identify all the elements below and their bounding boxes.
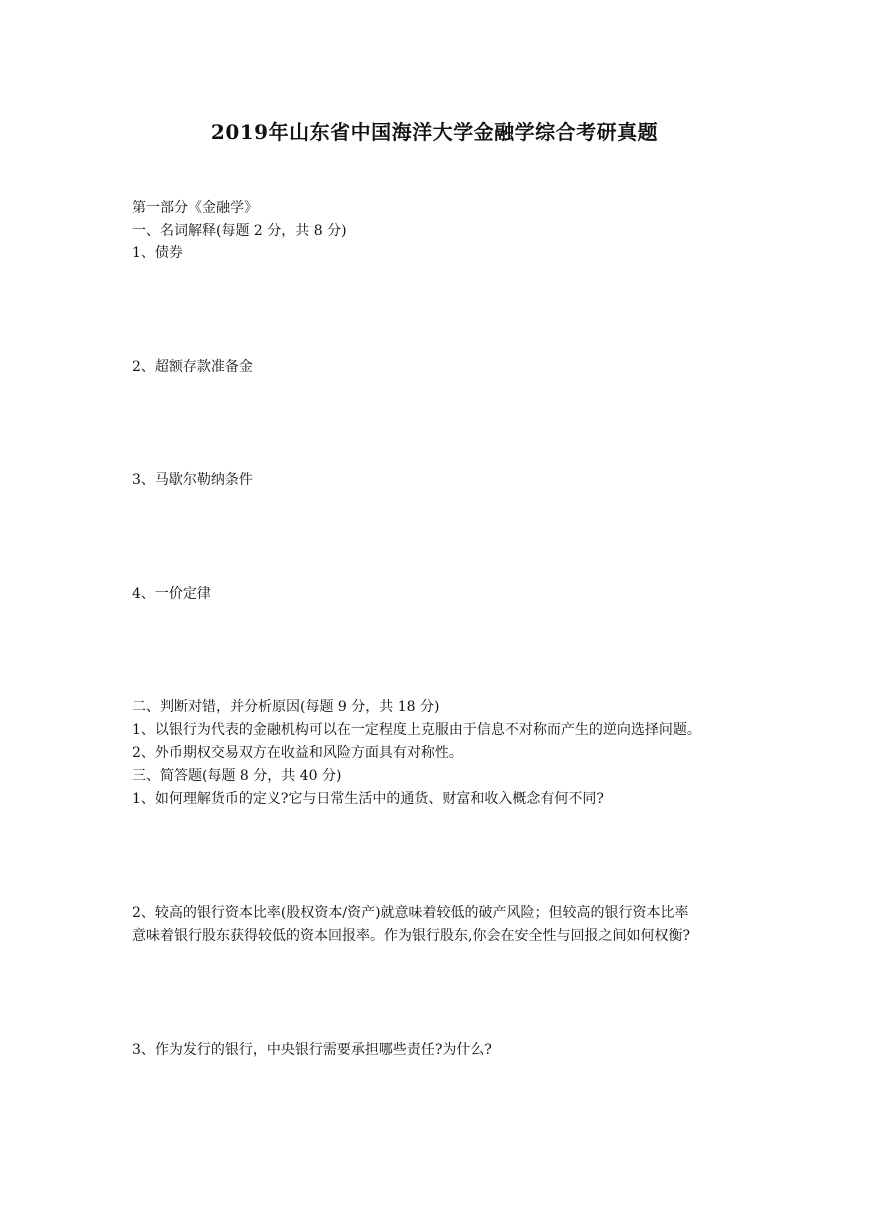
short-answer-item-2-line-2: 意味着银行股东获得较低的资本回报率。作为银行股东,你会在安全性与回报之间如何权衡? [132,928,690,944]
judge-item-1: 1、以银行为代表的金融机构可以在一定程度上克服由于信息不对称而产生的逆向选择问题。 [132,722,701,738]
term-item-4: 4、一价定律 [132,586,211,602]
section3-heading: 三、简答题(每题 8 分，共 40 分) [132,768,342,784]
document-title: 2019年山东省中国海洋大学金融学综合考研真题 [210,120,659,144]
part-label: 第一部分《金融学》 [132,200,258,216]
short-answer-item-1: 1、如何理解货币的定义?它与日常生活中的通货、财富和收入概念有何不同? [132,791,604,807]
term-item-1: 1、债券 [132,245,183,261]
short-answer-item-3: 3、作为发行的银行，中央银行需要承担哪些责任?为什么? [132,1042,492,1058]
judge-item-2: 2、外币期权交易双方在收益和风险方面具有对称性。 [132,745,463,761]
short-answer-item-2-line-1: 2、较高的银行资本比率(股权资本/资产)就意味着较低的破产风险；但较高的银行资本比率 [132,905,689,921]
section2-heading: 二、判断对错，并分析原因(每题 9 分，共 18 分) [132,699,440,715]
term-item-2: 2、超额存款准备金 [132,359,253,375]
section1-heading: 一、名词解释(每题 2 分，共 8 分) [132,223,347,239]
term-item-3: 3、马歇尔勒纳条件 [132,472,253,488]
